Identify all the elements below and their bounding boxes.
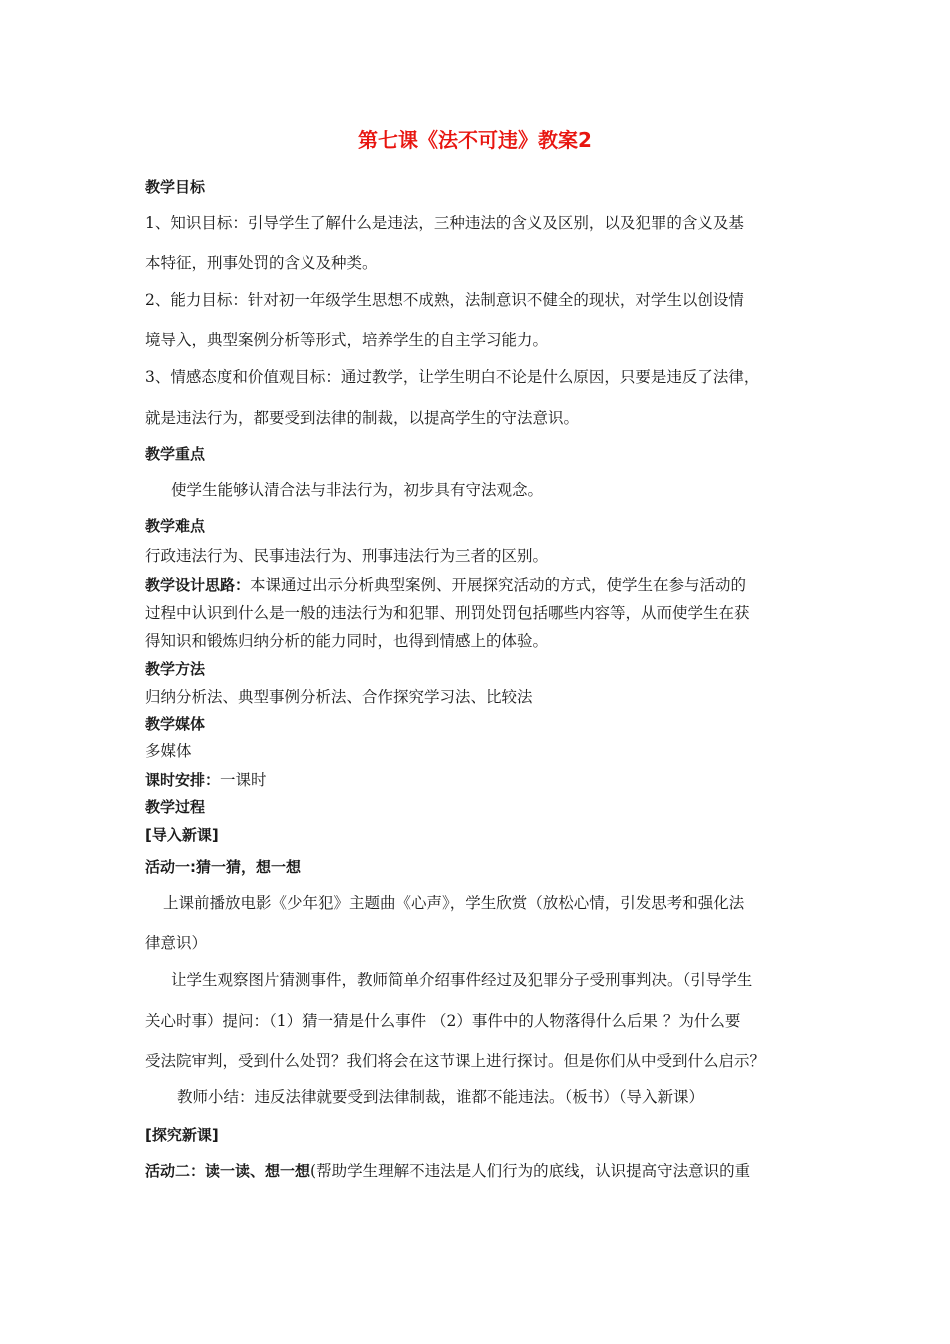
activity-1-para-2-line-3: 受法院审判，受到什么处罚？我们将会在这节课上进行探讨。但是你们从中受到什么启示？ bbox=[145, 1052, 766, 1070]
activity-2-line bbox=[145, 1161, 750, 1181]
objective-1-line-2: 本特征，刑事处罚的含义及种类。 bbox=[145, 254, 378, 272]
design-line-3: 得知识和锻炼归纳分析的能力同时，也得到情感上的体验。 bbox=[145, 632, 549, 650]
schedule-text: 一课时 bbox=[220, 771, 267, 789]
objective-2-line-1: 2、能力目标：针对初一年级学生思想不成熟，法制意识不健全的现状，对学生以创设情 bbox=[145, 291, 744, 309]
design-heading: 教学设计思路： bbox=[145, 576, 251, 594]
schedule-line bbox=[145, 770, 267, 790]
design-line-1 bbox=[145, 575, 746, 595]
activity-1-para-1-line-1: 上课前播放电影《少年犯》主题曲《心声》，学生欣赏（放松心情，引发思考和强化法 bbox=[163, 894, 745, 912]
process-heading: 教学过程 bbox=[145, 798, 206, 816]
difficulties-text: 行政违法行为、民事违法行为、刑事违法行为三者的区别。 bbox=[145, 547, 549, 565]
methods-text: 归纳分析法、典型事例分析法、合作探究学习法、比较法 bbox=[145, 688, 533, 706]
objective-2-line-2: 境导入，典型案例分析等形式，培养学生的自主学习能力。 bbox=[145, 331, 549, 349]
key-points-text: 使学生能够认清合法与非法行为，初步具有守法观念。 bbox=[171, 481, 544, 499]
activity-1-para-2-line-1: 让学生观察图片猜测事件，教师简单介绍事件经过及犯罪分子受刑事判决。（引导学生 bbox=[171, 971, 753, 989]
activity-2-heading: 活动二：读一读、想一想 bbox=[145, 1162, 311, 1180]
objectives-heading: 教学目标 bbox=[145, 178, 206, 196]
objective-3-line-1: 3、情感态度和价值观目标：通过教学，让学生明白不论是什么原因，只要是违反了法律， bbox=[145, 368, 760, 386]
activity-1-summary: 教师小结：违反法律就要受到法律制裁，谁都不能违法。（板书）（导入新课） bbox=[177, 1088, 705, 1106]
document-title: 第七课《法不可违》教案2 bbox=[358, 128, 592, 152]
explore-tag: [探究新课] bbox=[145, 1126, 219, 1144]
design-text-start: 本课通过出示分析典型案例、开展探究活动的方式，使学生在参与活动的 bbox=[250, 576, 747, 594]
key-points-heading: 教学重点 bbox=[145, 445, 206, 463]
activity-1-para-1-line-2: 律意识） bbox=[145, 934, 208, 952]
difficulties-heading: 教学难点 bbox=[145, 517, 206, 535]
activity-1-para-2-line-2: 关心时事）提问：（1）猜一猜是什么事件 （2）事件中的人物落得什么后果 ？为什么要 bbox=[145, 1012, 741, 1030]
schedule-heading: 课时安排： bbox=[145, 771, 221, 789]
activity-2-text: (帮助学生理解不违法是人们行为的底线，认识提高守法意识的重 bbox=[310, 1162, 751, 1180]
design-line-2: 过程中认识到什么是一般的违法行为和犯罪、刑罚处罚包括哪些内容等，从而使学生在获 bbox=[145, 604, 750, 622]
methods-heading: 教学方法 bbox=[145, 660, 206, 678]
intro-tag: [导入新课] bbox=[145, 826, 219, 844]
media-heading: 教学媒体 bbox=[145, 715, 206, 733]
activity-1-heading: 活动一:猜一猜，想一想 bbox=[145, 858, 301, 876]
objective-3-line-2: 就是违法行为，都要受到法律的制裁，以提高学生的守法意识。 bbox=[145, 409, 580, 427]
media-text: 多媒体 bbox=[145, 742, 192, 760]
objective-1-line-1: 1、知识目标：引导学生了解什么是违法，三种违法的含义及区别，以及犯罪的含义及基 bbox=[145, 214, 744, 232]
